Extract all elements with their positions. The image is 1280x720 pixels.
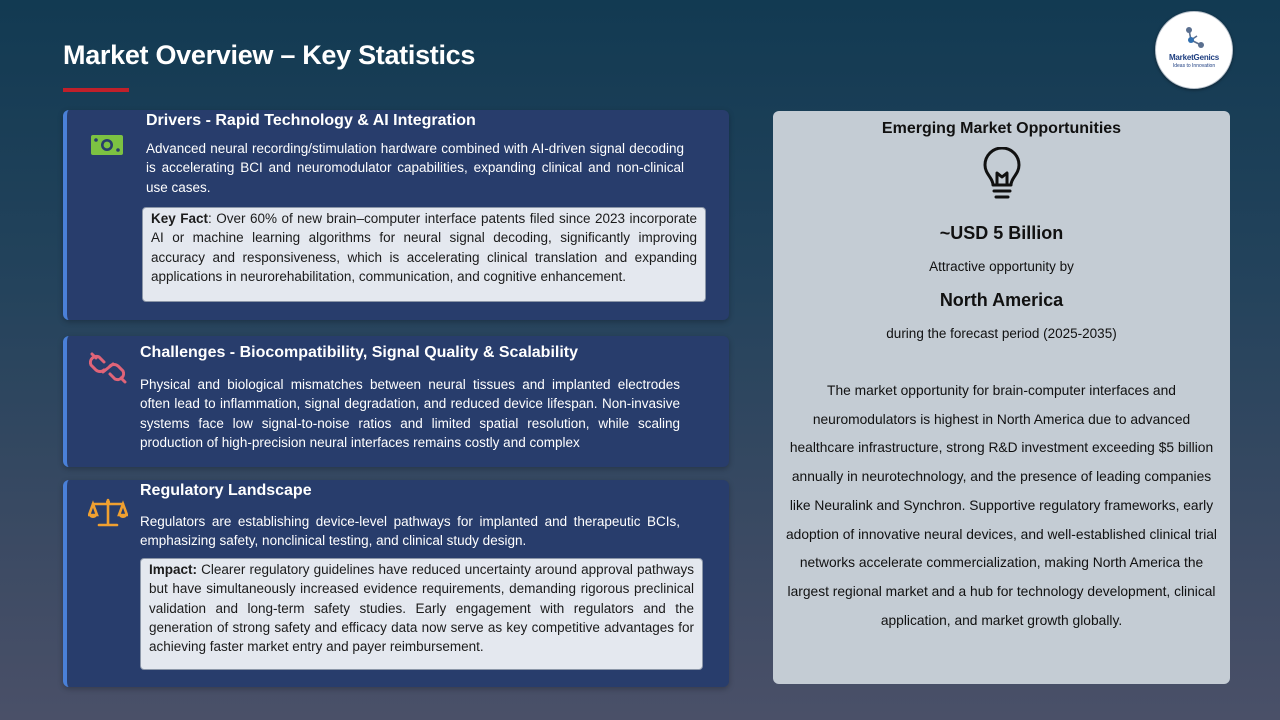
company-logo (1155, 11, 1233, 89)
regulatory-title: Regulatory Landscape (140, 482, 312, 499)
key-fact-box (142, 207, 706, 302)
opportunity-value: ~USD 5 Billion (939, 223, 1064, 243)
opportunity-subtitle: Attractive opportunity by (929, 259, 1074, 274)
opportunity-region: North America (939, 290, 1064, 310)
key-fact-text: : Over 60% of new brain–computer interface patents filed since 2023 incorporate AI or machine learning algorithms for neural signal decoding, significantly improving accuracy and responsiveness, which is accelerating clinical translation and expanding applications in neurorehabilitation, communication, and cognitive enhancement. (151, 211, 697, 284)
network-logo-icon (1183, 26, 1205, 52)
drivers-card (63, 110, 729, 320)
forecast-period: during the forecast period (2025-2035) (886, 326, 1117, 341)
drivers-body: Advanced neural recording/stimulation hardware combined with AI-driven signal decoding is accelerating BCI and neuromodulator capabilities, expanding clinical and non-clinical use cases. (146, 141, 684, 195)
logo-tagline: Ideas to Innovation (1172, 63, 1216, 69)
scales-icon (88, 497, 128, 529)
logo-name: MarketGenics (1168, 53, 1220, 62)
challenges-body: Physical and biological mismatches between neural tissues and implanted electrodes often lead to inflammation, signal degradation, and reduced device lifespan. Non-invasive systems face low signal-to-noise ratios and limited spatial resolution, while scaling production of high-precision neural interfaces remains costly and complex (140, 377, 680, 450)
opportunity-description: The market opportunity for brain-computer interfaces and neuromodulators is highest in North America due to advanced healthcare infrastructure, strong R&D investment exceeding $5 billion annually in neurotechnology, and the presence of leading companies like Neuralink and Synchron. Supportive regulatory frameworks, early adoption of innovative neural devices, and well-established clinical trial networks accelerate commercialization, making North America the largest regional market and a hub for technology development, clinical application, and market growth globally. (785, 383, 1218, 628)
impact-text: Clearer regulatory guidelines have reduced uncertainty around approval pathways but have simultaneously increased evidence requirements, demanding rigorous preclinical validation and long-term safety studies. Early engagement with regulators and the generation of strong safety and efficacy data now serve as key competitive advantages for achieving faster market entry and payer reimbursement. (149, 562, 694, 655)
impact-label: Impact: (149, 562, 198, 577)
title-underline (63, 88, 129, 92)
lightbulb-icon (980, 147, 1024, 203)
regulatory-card (63, 480, 729, 687)
broken-link-icon (88, 352, 128, 384)
impact-box (140, 558, 703, 670)
opportunity-panel (773, 111, 1230, 684)
challenges-title: Challenges - Biocompatibility, Signal Quality & Scalability (140, 344, 579, 361)
opportunity-title: Emerging Market Opportunities (881, 120, 1122, 137)
regulatory-body: Regulators are establishing device-level pathways for implanted and therapeutic BCIs, emphasizing safety, nonclinical testing, and clinical study design. (140, 514, 680, 549)
money-icon (90, 132, 124, 158)
key-fact-label: Key Fact (151, 211, 208, 226)
drivers-title: Drivers - Rapid Technology & AI Integration (146, 112, 476, 129)
slide-title: Market Overview – Key Statistics (63, 40, 476, 70)
challenges-card (63, 336, 729, 467)
